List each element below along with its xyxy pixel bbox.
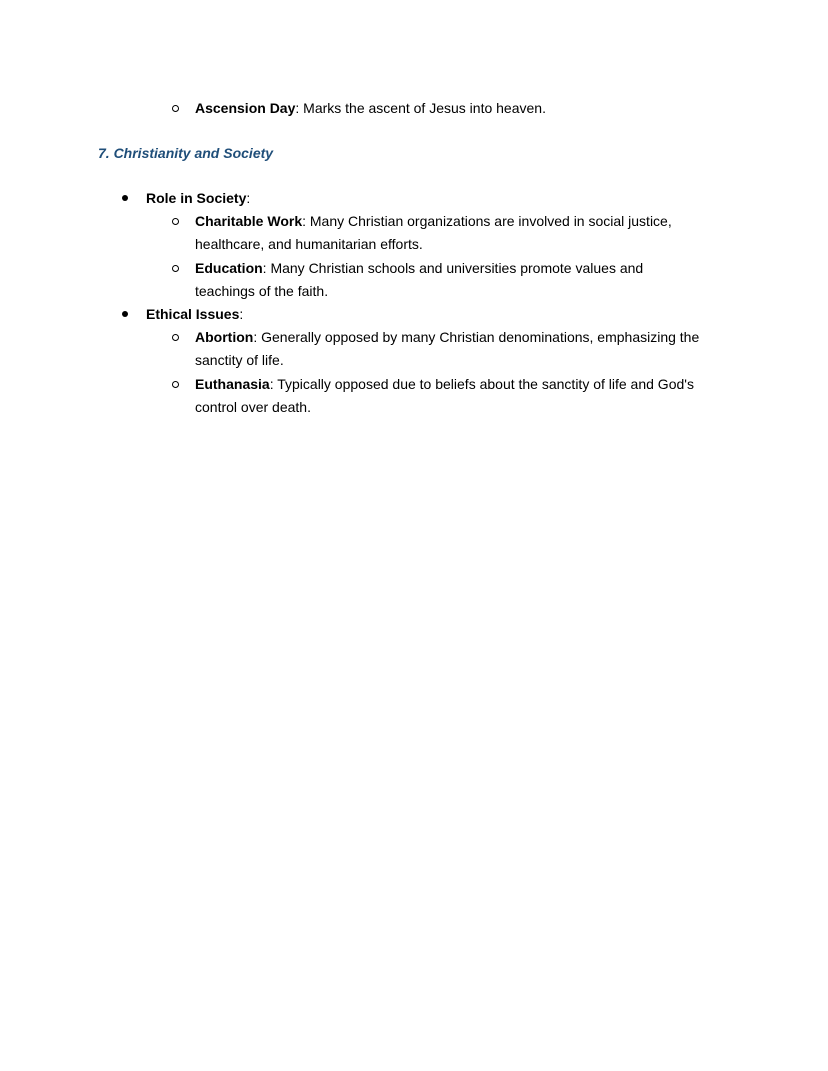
sub-bullet-icon xyxy=(172,265,179,272)
list-item-continuation: healthcare, and humanitarian efforts. xyxy=(195,236,423,252)
section-heading: 7. Christianity and Society xyxy=(98,145,274,161)
list-item: Charitable Work: Many Christian organizations are involved in social justice, xyxy=(195,213,672,229)
list-item: Abortion: Generally opposed by many Christian denominations, emphasizing the xyxy=(195,329,700,345)
bullet-icon xyxy=(122,195,128,201)
sub-bullet-icon xyxy=(172,334,179,341)
list-item-continuation: control over death. xyxy=(195,399,311,415)
sub-bullet-icon xyxy=(172,105,179,112)
list-item: Ascension Day: Marks the ascent of Jesus into heaven. xyxy=(195,100,546,116)
list-item: Euthanasia: Typically opposed due to beliefs about the sanctity of life and God's xyxy=(195,376,694,392)
list-item: Education: Many Christian schools and universities promote values and xyxy=(195,260,644,276)
list-item-ethical-issues: Ethical Issues: xyxy=(146,306,244,322)
list-item-continuation: sanctity of life. xyxy=(195,352,284,368)
bullet-icon xyxy=(122,311,128,317)
list-item-role-in-society: Role in Society: xyxy=(146,190,251,206)
sub-bullet-icon xyxy=(172,218,179,225)
list-item-continuation: teachings of the faith. xyxy=(195,283,329,299)
sub-bullet-icon xyxy=(172,381,179,388)
